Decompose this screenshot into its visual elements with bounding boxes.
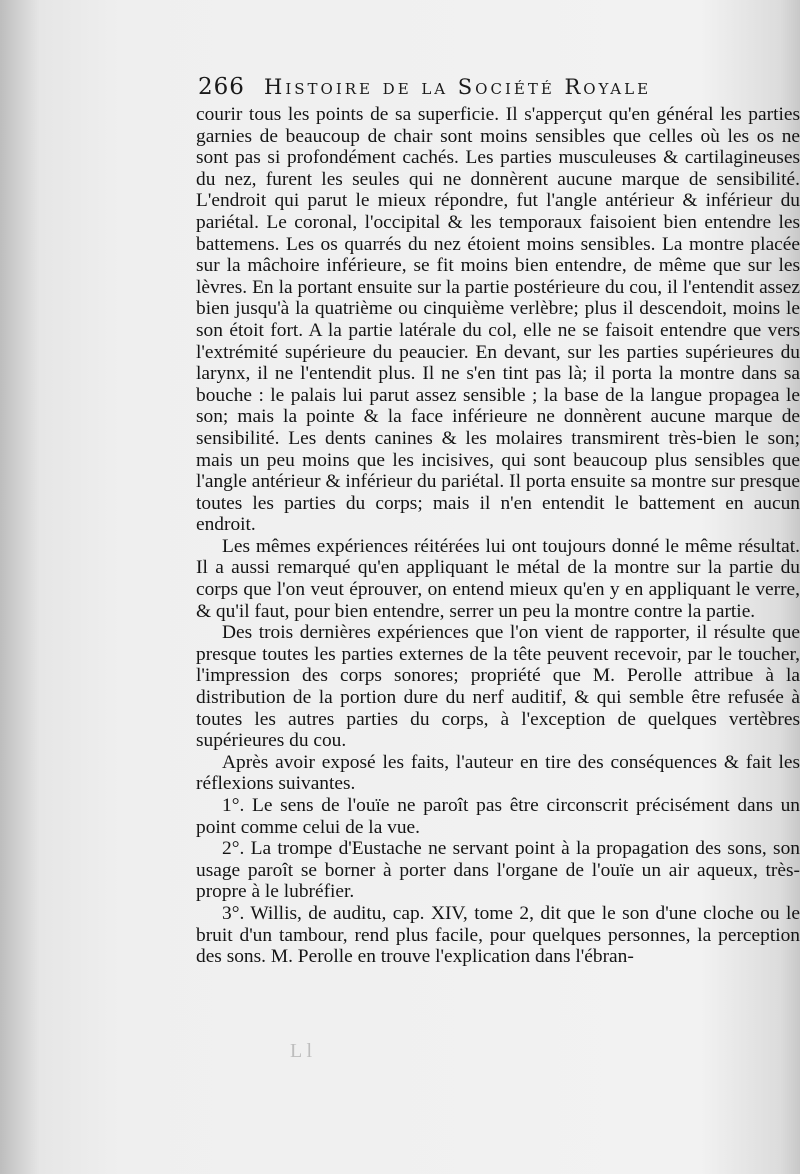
paragraph-1: courir tous les points de sa superficie. Il s'apperçut qu'en général les parties garnies de beaucoup de chair sont moins sensibles que celles où les os ne sont pas si profondément cachés. Les parties musculeuses & cartilagineuses du nez, furent les seules qui ne donnèrent aucune marque de sensibilité. L'endroit qui parut le mieux répondre, fut l'angle antérieur & inférieur du pariétal. Le coronal, l'occipital & les temporaux faisoient bien entendre les battemens. Les os quarrés du nez étoient moins sensibles. La montre placée sur la mâchoire inférieure, se fit moins bien entendre, de même que sur les lèvres. En la portant ensuite sur la partie postérieure du cou, il l'entendit assez bien jusqu'à la quatrième ou cinquième verlèbre; plus il descendoit, moins le son étoit fort. A la partie latérale du col, elle ne se faisoit entendre que vers l'extrémité supérieure du peaucier. En devant, sur les parties supérieures du larynx, il ne l'entendit plus. Il ne s'en tint pas là; il porta la montre dans sa bouche : le palais lui parut assez sensible ; la base de la langue propagea le son; mais la pointe & la face inférieure ne donnèrent aucune marque de sensibilité. Les dents canines & les molaires transmirent très-bien le son; mais un peu moins que les incisives, qui sont beaucoup plus sensibles que l'angle antérieur & inférieur du pariétal. Il porta ensuite sa montre sur presque toutes les parties du corps; mais il n'en entendit le battement en aucun endroit. — [196, 104, 800, 536]
paragraph-2: Les mêmes expériences réitérées lui ont toujours donné le même résultat. Il a aussi remarqué qu'en appliquant le métal de la montre sur la partie du corps que l'on veut éprouver, on entend mieux qu'en y en appliquant le verre, & qu'il faut, pour bien entendre, serrer un peu la montre contre la partie. — [196, 535, 800, 622]
signature-mark: L l — [290, 1040, 313, 1062]
body-text — [196, 104, 800, 968]
page-number: 266 — [198, 74, 245, 100]
paragraph-6: 2°. La trompe d'Eustache ne servant point à la propagation des sons, son usage paroît se borner à porter dans l'organe de l'ouïe un air aqueux, très-propre à le lubréfier. — [196, 838, 800, 903]
paragraph-5: 1°. Le sens de l'ouïe ne paroît pas être circonscrit précisément dans un point comme celui de la vue. — [196, 795, 800, 838]
running-head — [198, 74, 798, 108]
paragraph-3: Des trois dernières expériences que l'on vient de rapporter, il résulte que presque toutes les parties externes de la tête peuvent recevoir, par le toucher, l'impression des corps sonores; propriété que M. Perolle attribue à la distribution de la portion dure du nerf auditif, & qui semble être refusée à toutes les autres parties du corps, à l'exception de quelques vertèbres supérieures du cou. — [196, 622, 800, 752]
running-title: Histoire de la Société Royale — [264, 75, 652, 99]
paragraph-7: 3°. Willis, de auditu, cap. XIV, tome 2, dit que le son d'une cloche ou le bruit d'un tambour, rend plus facile, pour quelques personnes, la perception des sons. M. Perolle en trouve l'explication dans l'ébran- — [196, 902, 800, 968]
paragraph-4: Après avoir exposé les faits, l'auteur en tire des conséquences & fait les réflexions suivantes. — [196, 751, 800, 795]
